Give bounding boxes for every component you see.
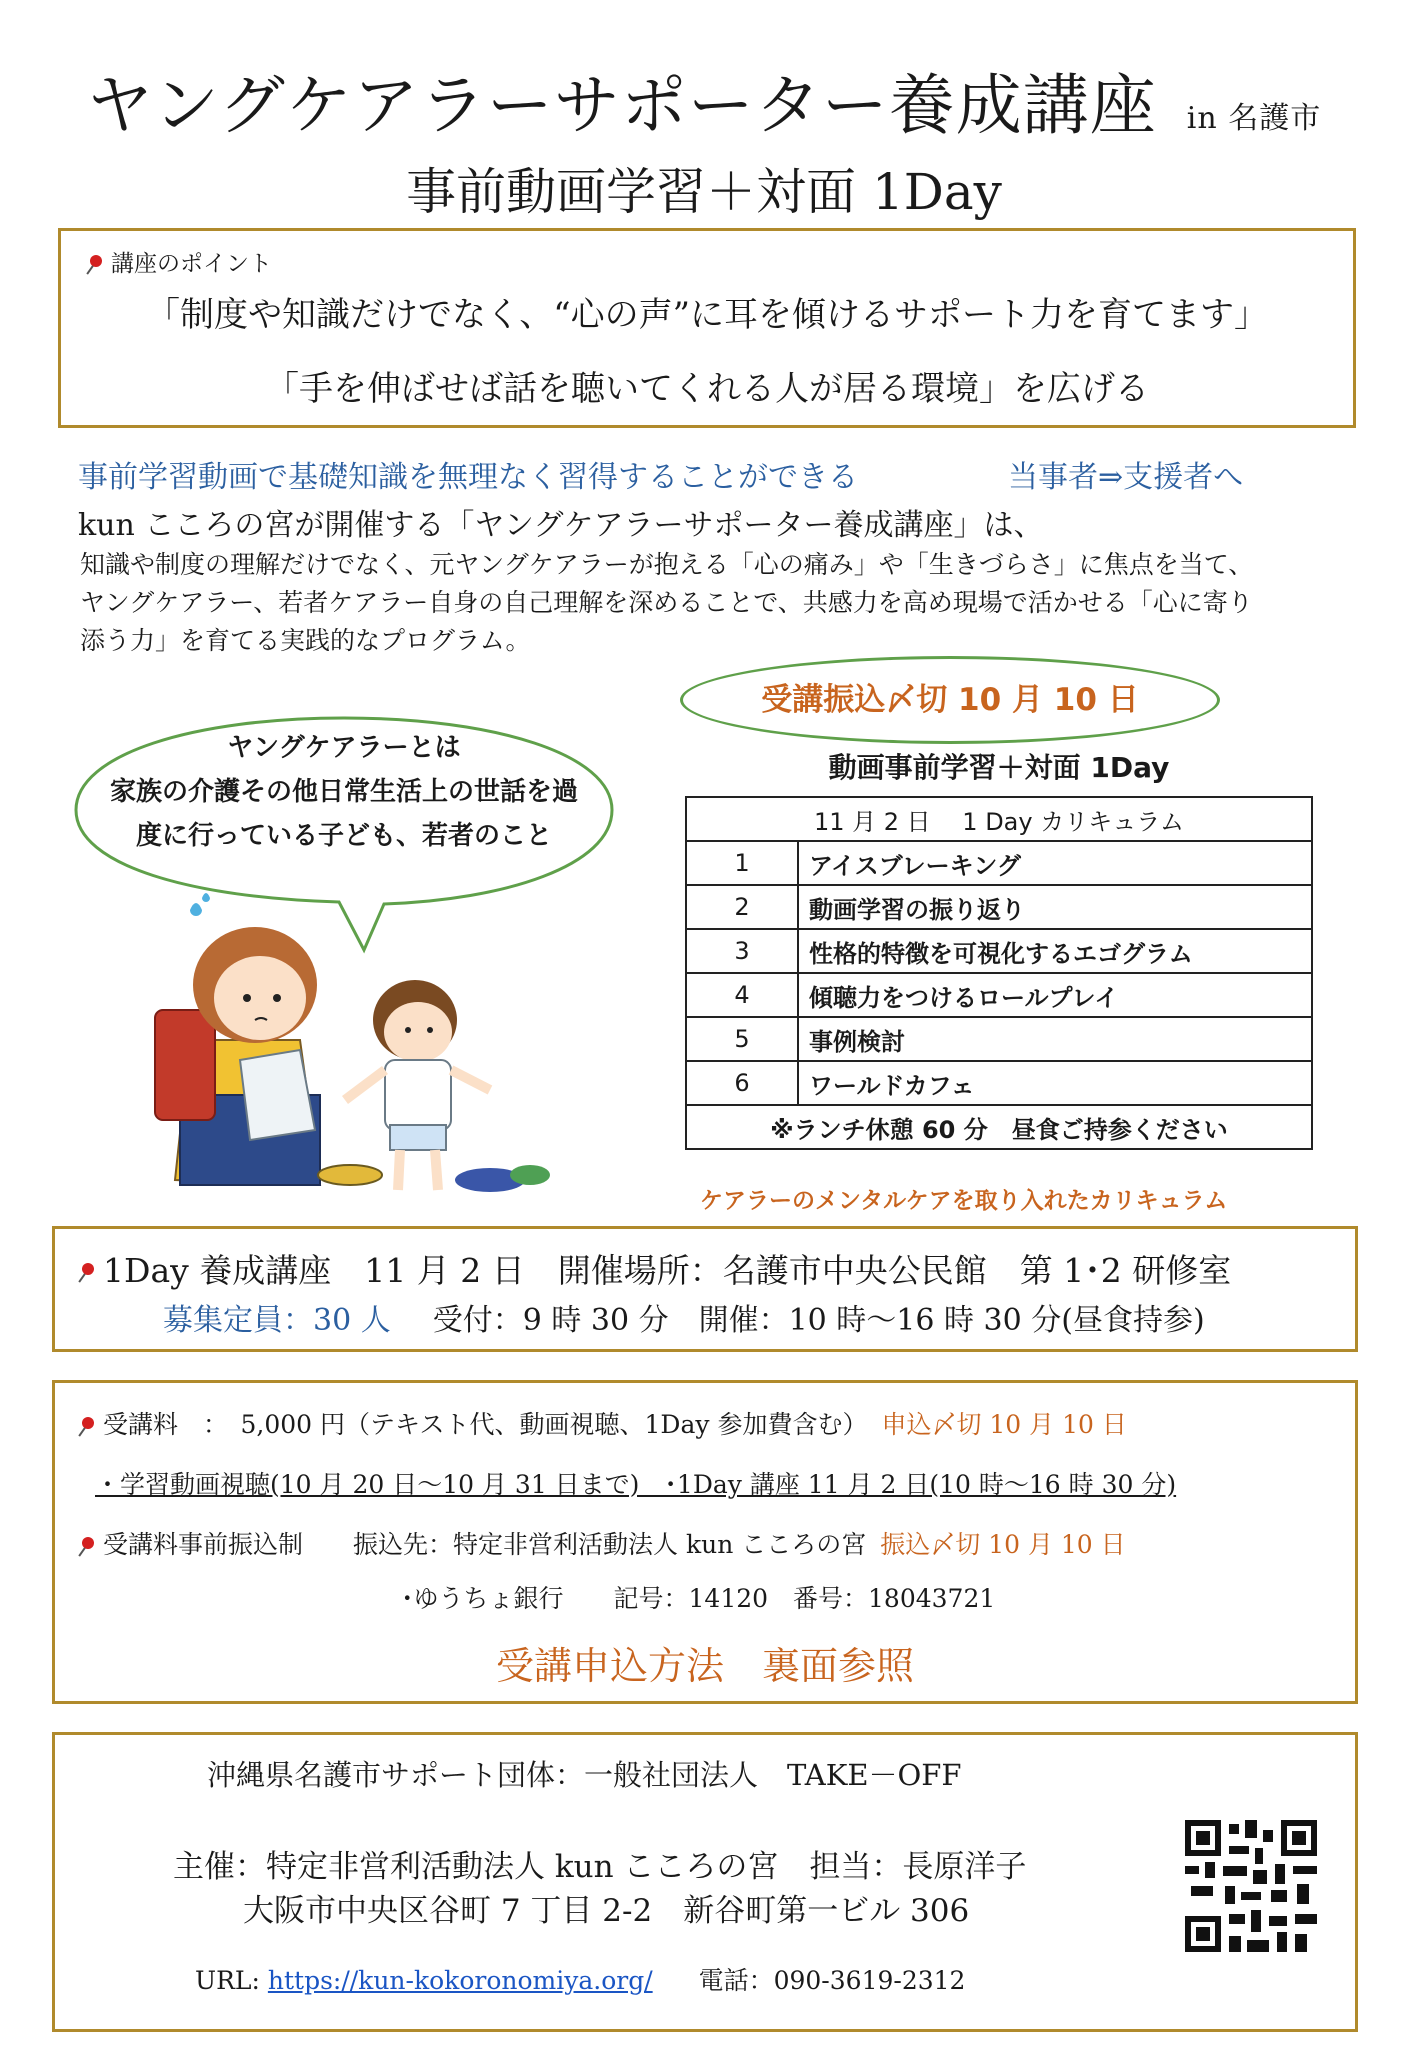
speech-line-2: 家族の介護その他日常生活上の世話を過 xyxy=(109,777,578,807)
points-line-1: 「制度や知識だけでなく、“心の声”に耳を傾けるサポート力を育てます」 xyxy=(145,295,1269,335)
support-org: 沖縄県名護市サポート団体：一般社団法人 TAKE－OFF xyxy=(207,1758,962,1792)
event-line-1: 1Day 養成講座 11 月 2 日 開催場所：名護市中央公民館 第 1･2 研修室 xyxy=(103,1251,1232,1290)
event-box xyxy=(52,1226,1358,1352)
fees-deadline: 申込〆切 10 月 10 日 xyxy=(881,1410,1127,1439)
curriculum-item: 事例検討 xyxy=(798,1017,1312,1061)
host-org: 主催：特定非営利活動法人 kun こころの宮 担当：長原洋子 xyxy=(173,1849,1027,1885)
fees-box xyxy=(52,1380,1358,1704)
curriculum-item: ワールドカフェ xyxy=(798,1061,1312,1105)
points-label: 講座のポイント xyxy=(111,251,272,277)
young-carer-illustration xyxy=(150,890,580,1200)
transfer-deadline: 振込〆切 10 月 10 日 xyxy=(880,1530,1126,1559)
intro-body-2: ヤングケアラー、若者ケアラー自身の自己理解を深めることで、共感力を高め現場で活かせる「心に寄り xyxy=(80,588,1253,617)
event-line-2-row xyxy=(163,1295,1205,1339)
curriculum-num: 4 xyxy=(686,973,798,1017)
apply-method: 受講申込方法 裏面参照 xyxy=(495,1644,914,1688)
table-row xyxy=(686,841,1312,885)
curriculum-num: 6 xyxy=(686,1061,798,1105)
intro-blue-left: 事前学習動画で基礎知識を無理なく習得することができる xyxy=(78,460,858,495)
title-main: ヤングケアラーサポーター養成講座 xyxy=(86,67,1157,144)
curriculum-item: 動画学習の振り返り xyxy=(798,885,1312,929)
phone: 電話：090-3619-2312 xyxy=(698,1966,966,1995)
website-link[interactable]: https://kun-kokoronomiya.org/ xyxy=(267,1966,653,1995)
event-capacity: 募集定員：30 人 xyxy=(163,1303,391,1338)
intro-body-3: 添う力」を育てる実践的なプログラム。 xyxy=(80,626,531,655)
points-box xyxy=(58,228,1356,428)
table-row xyxy=(686,973,1312,1017)
pushpin-icon xyxy=(77,1536,99,1558)
fees-line-3: 受講料事前振込制 振込先：特定非営利活動法人 kun こころの宮 xyxy=(103,1530,867,1559)
curriculum-header: 11 月 2 日 1 Day カリキュラム xyxy=(686,797,1312,841)
fees-line-2: ・学習動画視聴(10 月 20 日～10 月 31 日まで) ･1Day 講座 11 月 2 日(10 時～16 時 30 分) xyxy=(95,1470,1177,1499)
speech-line-1: ヤングケアラーとは xyxy=(227,733,461,763)
table-row xyxy=(686,929,1312,973)
curriculum-num: 2 xyxy=(686,885,798,929)
pushpin-icon xyxy=(77,1262,99,1284)
deadline-oval xyxy=(680,656,1220,744)
speech-text xyxy=(64,726,624,858)
curriculum-title: 動画事前学習＋対面 1Day xyxy=(828,751,1170,784)
pushpin-icon xyxy=(85,254,107,276)
intro-lead: kun こころの宮が開催する「ヤングケアラーサポーター養成講座」は、 xyxy=(78,508,1044,543)
deadline-oval-text: 受講振込〆切 10 月 10 日 xyxy=(761,682,1139,718)
curriculum-item: 性格的特徴を可視化するエゴグラム xyxy=(798,929,1312,973)
event-line-2: 受付：9 時 30 分 開催：10 時～16 時 30 分(昼食持参) xyxy=(432,1303,1205,1338)
event-line-1-row xyxy=(77,1245,1231,1292)
bank-info: ･ゆうちょ銀行 記号：14120 番号：18043721 xyxy=(401,1584,996,1613)
fees-line-3-row xyxy=(77,1525,1126,1561)
curriculum-note: ケアラーのメンタルケアを取り入れたカリキュラム xyxy=(700,1188,1228,1214)
pushpin-icon xyxy=(77,1416,99,1438)
qr-code[interactable] xyxy=(1185,1820,1317,1952)
points-line-2: 「手を伸ばせば話を聴いてくれる人が居る環境」を広げる xyxy=(265,369,1149,409)
curriculum-footer-row xyxy=(686,1105,1312,1149)
curriculum-footer: ※ランチ休憩 60 分 昼食ご持参ください xyxy=(686,1105,1312,1149)
intro-body-1: 知識や制度の理解だけでなく、元ヤングケアラーが抱える「心の痛み」や「生きづらさ」に焦点を当て、 xyxy=(80,550,1254,579)
address: 大阪市中央区谷町 7 丁目 2-2 新谷町第一ビル 306 xyxy=(243,1893,970,1929)
title-suffix: in 名護市 xyxy=(1186,101,1322,136)
page-subtitle: 事前動画学習＋対面 1Day xyxy=(406,163,1002,221)
curriculum-num: 5 xyxy=(686,1017,798,1061)
curriculum-num: 1 xyxy=(686,841,798,885)
table-row xyxy=(686,1017,1312,1061)
footer-box xyxy=(52,1732,1358,2032)
url-label: URL: xyxy=(195,1966,260,1995)
curriculum-item: アイスブレーキング xyxy=(798,841,1312,885)
intro-blue-right: 当事者⇒支援者へ xyxy=(1008,460,1244,495)
curriculum-num: 3 xyxy=(686,929,798,973)
contact-row xyxy=(195,1961,965,1997)
table-row xyxy=(686,1061,1312,1105)
speech-line-3: 度に行っている子ども、若者のこと xyxy=(135,821,552,851)
curriculum-header-row xyxy=(686,797,1312,841)
table-row xyxy=(686,885,1312,929)
fees-line-1-row xyxy=(77,1405,1127,1441)
curriculum-table xyxy=(685,796,1313,1150)
curriculum-item: 傾聴力をつけるロールプレイ xyxy=(798,973,1312,1017)
fees-line-1: 受講料 ： 5,000 円（テキスト代、動画視聴、1Day 参加費含む） xyxy=(103,1410,868,1439)
points-label-row xyxy=(85,245,272,278)
page-title xyxy=(0,52,1408,147)
